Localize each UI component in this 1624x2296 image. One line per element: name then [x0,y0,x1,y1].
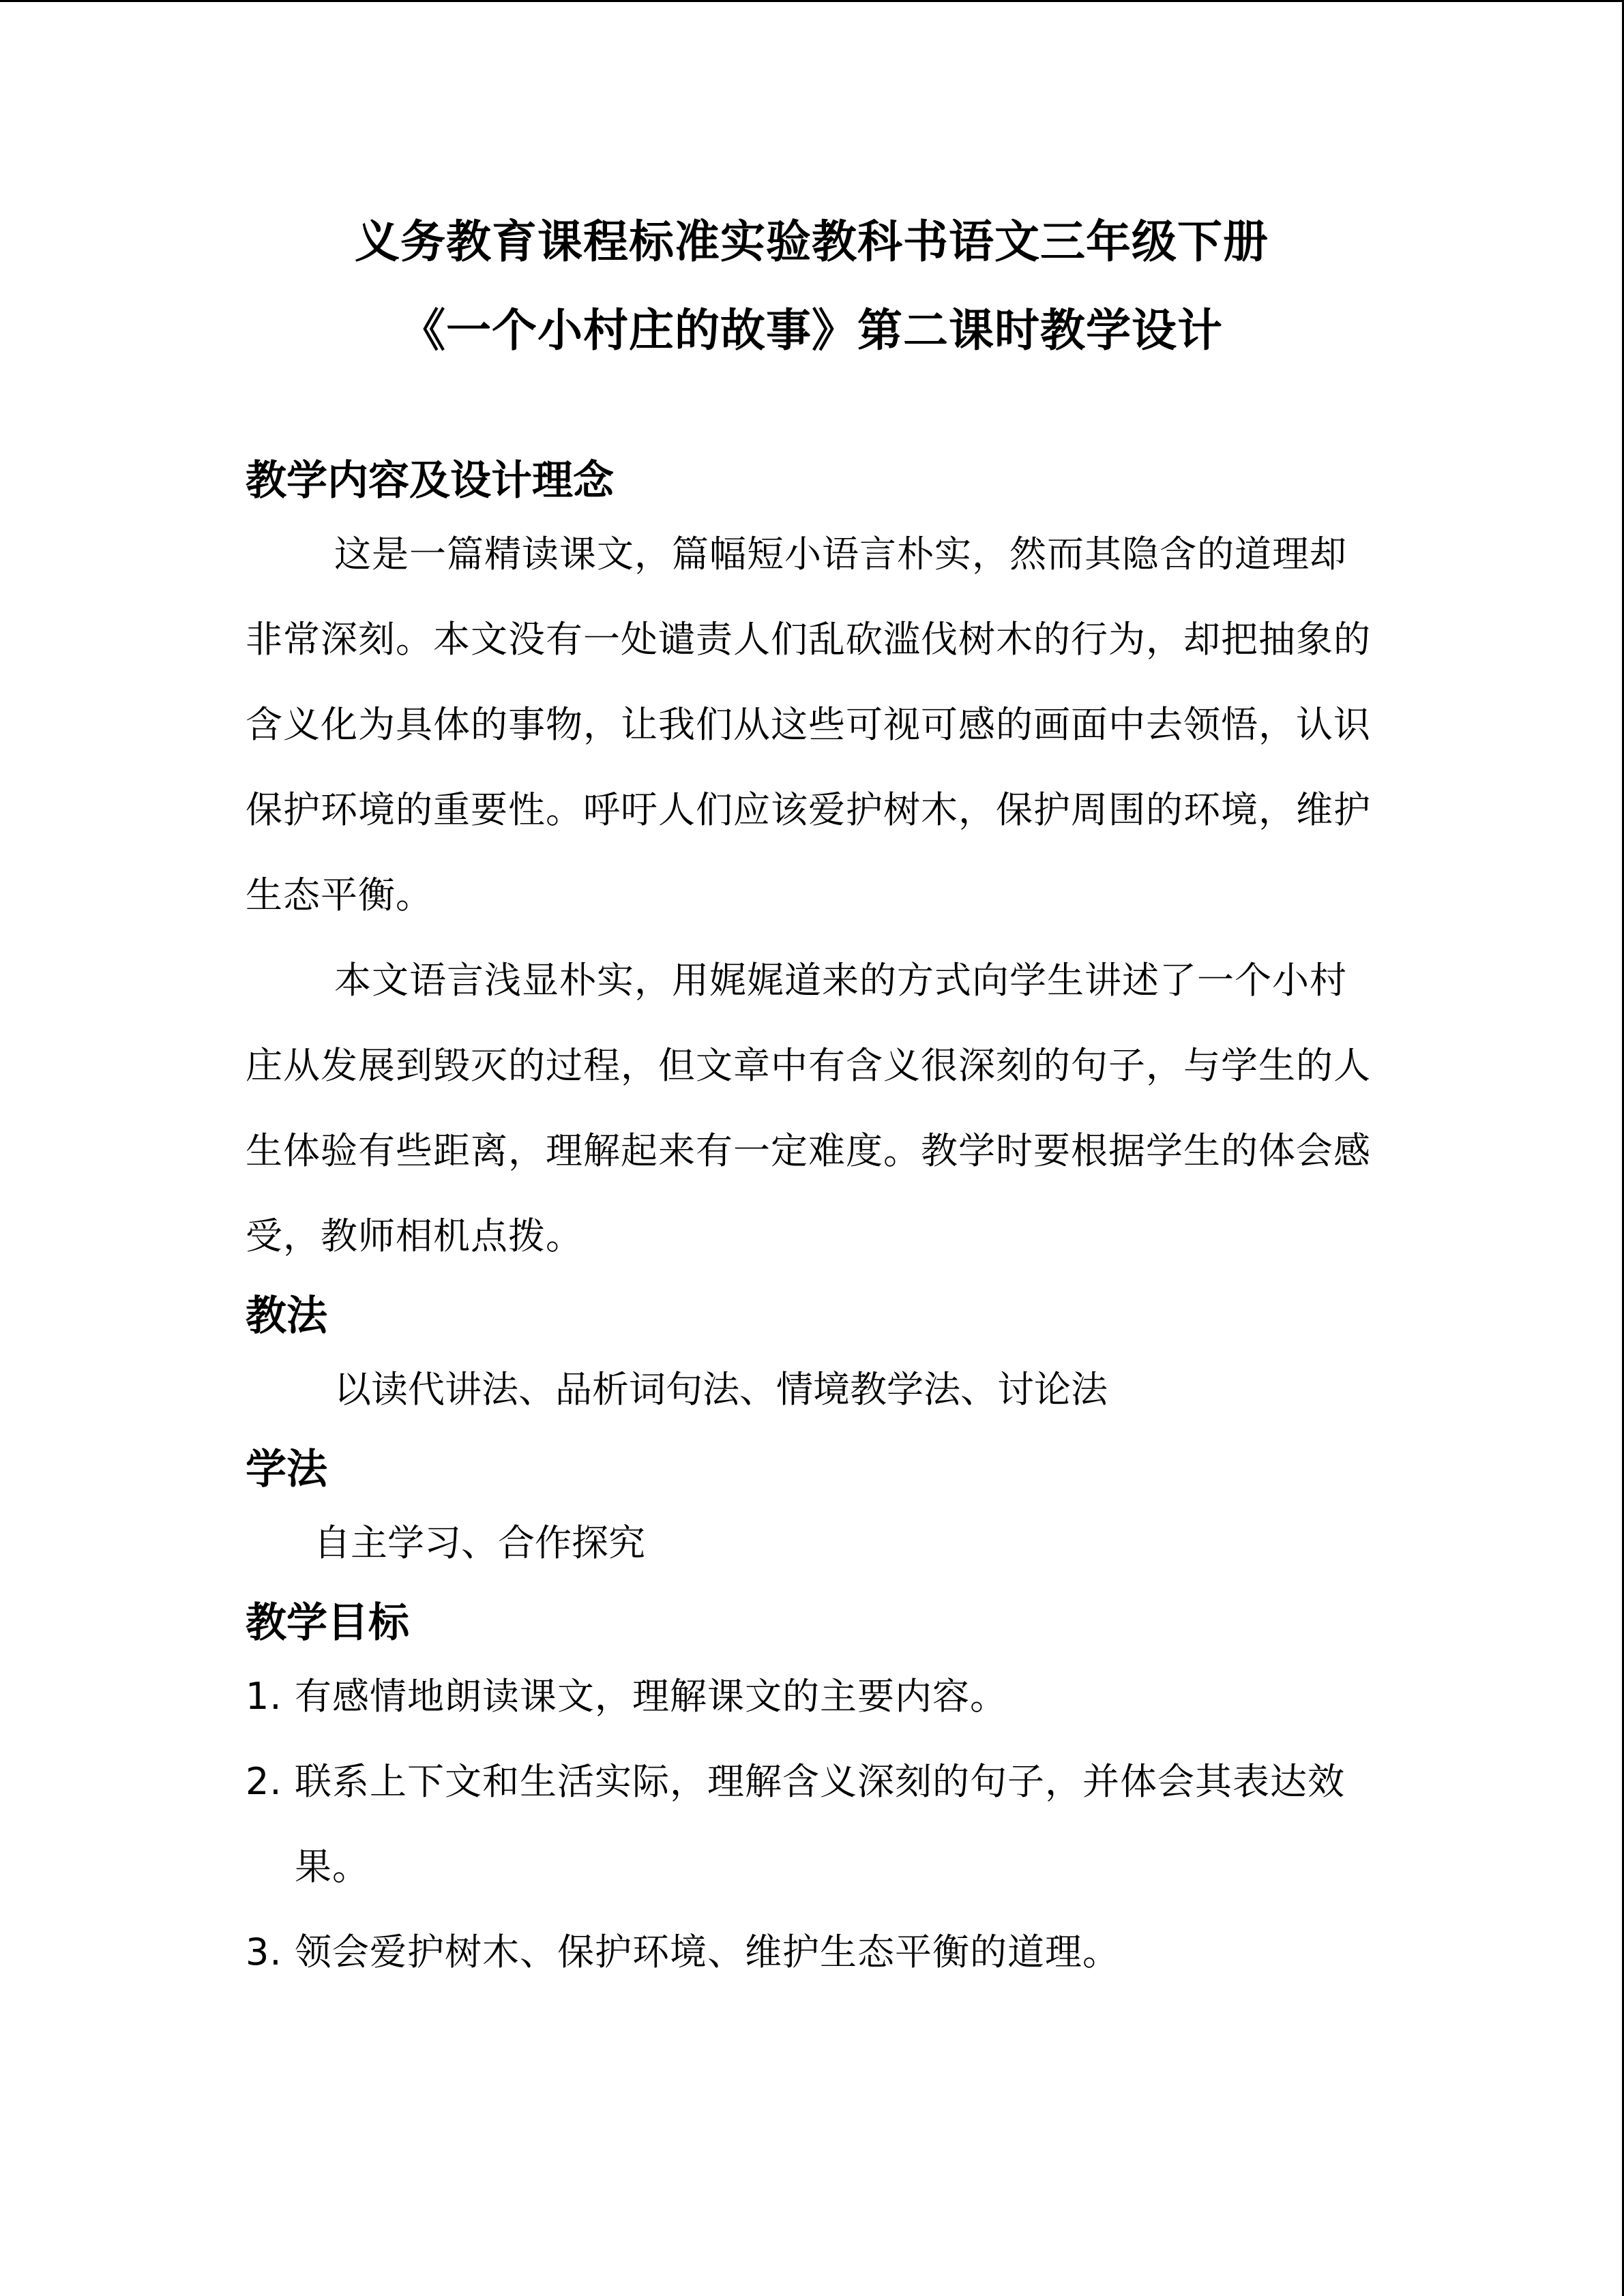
study-method-text: 自主学习、合作探究 [314,1521,645,1564]
section-heading-content: 教学内容及设计理念 [246,457,614,505]
content-paragraph-2: 本文语言浅显朴实，用娓娓道来的方式向学生讲述了一个小村庄从发展到毁灭的过程，但文章中有含义很深刻的句子，与学生的人生体验有些距离，理解起来有一定难度。教学时要根据学生的体会感受，教师相机点拨。 [246,959,1371,1257]
document-body [246,198,1378,1995]
section-heading-teaching-method: 教法 [246,1292,327,1340]
goal-number: 2. [246,1760,282,1803]
goal-item [246,1909,1378,1995]
goal-text: 有感情地朗读课文，理解课文的主要内容。 [295,1675,1007,1718]
content-paragraph-1: 这是一篇精读课文，篇幅短小语言朴实，然而其隐含的道理却非常深刻。本文没有一处谴责人们乱砍滥伐树木的行为，却把抽象的含义化为具体的事物，让我们从这些可视可感的画面中去领悟，认识保护环境的重要性。呼吁人们应该爱护树木，保护周围的环境，维护生态平衡。 [246,533,1371,916]
document-title-line-2: 《一个小村庄的故事》第二课时教学设计 [400,304,1223,357]
section-heading-study-method: 学法 [246,1446,327,1493]
goals-list [246,1654,1378,1995]
goal-item [246,1654,1378,1739]
teaching-method-text: 以读代讲法、品析词句法、情境教学法、讨论法 [334,1368,1108,1411]
goal-item [246,1739,1378,1909]
goal-number: 3. [246,1930,282,1973]
goal-text: 领会爱护树木、保护环境、维护生态平衡的道理。 [295,1930,1120,1973]
goal-text: 联系上下文和生活实际，理解含义深刻的句子，并体会其表达效果。 [295,1760,1345,1888]
section-heading-goals: 教学目标 [246,1599,409,1647]
document-title-line-1: 义务教育课程标准实验教科书语文三年级下册 [355,215,1269,268]
goal-number: 1. [246,1675,282,1718]
